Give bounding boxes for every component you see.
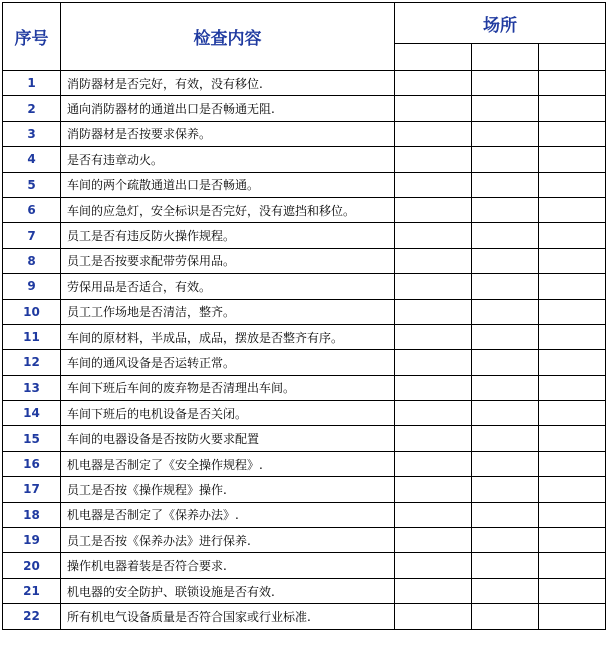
place-cell-3[interactable]: [539, 274, 606, 299]
place-cell-1[interactable]: [395, 274, 472, 299]
row-number: 16: [3, 451, 61, 476]
table-row: [3, 223, 606, 248]
row-number: 15: [3, 426, 61, 451]
row-number: 3: [3, 121, 61, 146]
place-column-2-header: [472, 44, 539, 71]
header-place: 场所: [395, 3, 606, 44]
table-row: [3, 121, 606, 146]
place-cell-3[interactable]: [539, 197, 606, 222]
place-cell-2[interactable]: [472, 172, 539, 197]
row-number: 11: [3, 324, 61, 349]
row-check-content: 机电器的安全防护、联锁设施是否有效.: [61, 578, 395, 603]
row-check-content: 员工是否按《保养办法》进行保养.: [61, 528, 395, 553]
row-check-content: 车间的电器设备是否按防火要求配置: [61, 426, 395, 451]
table-row: [3, 401, 606, 426]
row-number: 2: [3, 96, 61, 121]
place-cell-2[interactable]: [472, 299, 539, 324]
row-check-content: 员工工作场地是否清洁，整齐。: [61, 299, 395, 324]
row-number: 13: [3, 375, 61, 400]
place-cell-2[interactable]: [472, 223, 539, 248]
row-number: 21: [3, 578, 61, 603]
place-cell-1[interactable]: [395, 350, 472, 375]
place-cell-1[interactable]: [395, 401, 472, 426]
place-cell-3[interactable]: [539, 96, 606, 121]
place-cell-2[interactable]: [472, 197, 539, 222]
place-cell-2[interactable]: [472, 477, 539, 502]
place-cell-2[interactable]: [472, 401, 539, 426]
table-row: [3, 578, 606, 603]
place-cell-2[interactable]: [472, 147, 539, 172]
place-cell-3[interactable]: [539, 172, 606, 197]
place-cell-1[interactable]: [395, 147, 472, 172]
place-cell-3[interactable]: [539, 324, 606, 349]
place-cell-3[interactable]: [539, 350, 606, 375]
row-check-content: 劳保用品是否适合，有效。: [61, 274, 395, 299]
row-check-content: 机电器是否制定了《安全操作规程》.: [61, 451, 395, 476]
place-cell-2[interactable]: [472, 578, 539, 603]
row-number: 5: [3, 172, 61, 197]
place-cell-3[interactable]: [539, 604, 606, 629]
place-cell-1[interactable]: [395, 223, 472, 248]
row-number: 20: [3, 553, 61, 578]
row-number: 4: [3, 147, 61, 172]
place-cell-3[interactable]: [539, 223, 606, 248]
place-cell-1[interactable]: [395, 197, 472, 222]
place-cell-1[interactable]: [395, 172, 472, 197]
row-check-content: 员工是否有违反防火操作规程。: [61, 223, 395, 248]
table-row: [3, 528, 606, 553]
place-cell-2[interactable]: [472, 96, 539, 121]
place-cell-2[interactable]: [472, 324, 539, 349]
place-cell-3[interactable]: [539, 502, 606, 527]
row-number: 14: [3, 401, 61, 426]
table-row: [3, 96, 606, 121]
place-cell-1[interactable]: [395, 604, 472, 629]
table-row: [3, 477, 606, 502]
place-cell-1[interactable]: [395, 96, 472, 121]
place-cell-3[interactable]: [539, 71, 606, 96]
row-check-content: 操作机电器着装是否符合要求.: [61, 553, 395, 578]
place-cell-3[interactable]: [539, 121, 606, 146]
table-row: [3, 502, 606, 527]
row-check-content: 车间的原材料，半成品，成品，摆放是否整齐有序。: [61, 324, 395, 349]
place-cell-1[interactable]: [395, 502, 472, 527]
place-cell-1[interactable]: [395, 71, 472, 96]
place-cell-3[interactable]: [539, 299, 606, 324]
table-row: [3, 324, 606, 349]
place-cell-1[interactable]: [395, 451, 472, 476]
place-column-3-header: [539, 44, 606, 71]
place-cell-1[interactable]: [395, 477, 472, 502]
place-cell-1[interactable]: [395, 553, 472, 578]
place-cell-2[interactable]: [472, 426, 539, 451]
place-cell-1[interactable]: [395, 121, 472, 146]
row-check-content: 是否有违章动火。: [61, 147, 395, 172]
row-check-content: 车间下班后的电机设备是否关闭。: [61, 401, 395, 426]
table-row: [3, 451, 606, 476]
row-number: 22: [3, 604, 61, 629]
row-check-content: 机电器是否制定了《保养办法》.: [61, 502, 395, 527]
row-number: 6: [3, 197, 61, 222]
header-content: 检查内容: [61, 3, 395, 71]
row-check-content: 所有机电气设备质量是否符合国家或行业标准.: [61, 604, 395, 629]
place-cell-1[interactable]: [395, 528, 472, 553]
table-row: [3, 375, 606, 400]
place-cell-3[interactable]: [539, 401, 606, 426]
row-number: 7: [3, 223, 61, 248]
row-number: 19: [3, 528, 61, 553]
row-number: 12: [3, 350, 61, 375]
row-check-content: 员工是否按《操作规程》操作.: [61, 477, 395, 502]
table-row: [3, 299, 606, 324]
place-cell-2[interactable]: [472, 604, 539, 629]
place-cell-2[interactable]: [472, 71, 539, 96]
place-cell-1[interactable]: [395, 299, 472, 324]
row-check-content: 车间下班后车间的废弃物是否清理出车间。: [61, 375, 395, 400]
place-cell-2[interactable]: [472, 375, 539, 400]
row-number: 18: [3, 502, 61, 527]
place-cell-3[interactable]: [539, 426, 606, 451]
place-cell-2[interactable]: [472, 274, 539, 299]
place-cell-3[interactable]: [539, 248, 606, 273]
place-cell-2[interactable]: [472, 528, 539, 553]
place-cell-3[interactable]: [539, 147, 606, 172]
table-row: [3, 350, 606, 375]
place-cell-1[interactable]: [395, 578, 472, 603]
place-cell-2[interactable]: [472, 121, 539, 146]
table-row: [3, 274, 606, 299]
place-cell-1[interactable]: [395, 375, 472, 400]
place-column-1-header: [395, 44, 472, 71]
row-check-content: 通向消防器材的通道出口是否畅通无阻.: [61, 96, 395, 121]
row-number: 1: [3, 71, 61, 96]
table-row: [3, 248, 606, 273]
table-row: [3, 147, 606, 172]
row-number: 9: [3, 274, 61, 299]
inspection-checklist-table: [2, 2, 606, 630]
table-row: [3, 426, 606, 451]
row-number: 17: [3, 477, 61, 502]
row-number: 8: [3, 248, 61, 273]
place-cell-2[interactable]: [472, 553, 539, 578]
row-check-content: 车间的两个疏散通道出口是否畅通。: [61, 172, 395, 197]
table-row: [3, 604, 606, 629]
place-cell-3[interactable]: [539, 375, 606, 400]
table-row: [3, 553, 606, 578]
row-check-content: 消防器材是否完好，有效，没有移位.: [61, 71, 395, 96]
place-cell-1[interactable]: [395, 324, 472, 349]
table-row: [3, 172, 606, 197]
place-cell-2[interactable]: [472, 502, 539, 527]
table-row: [3, 71, 606, 96]
place-cell-2[interactable]: [472, 248, 539, 273]
place-cell-3[interactable]: [539, 477, 606, 502]
place-cell-2[interactable]: [472, 451, 539, 476]
table-row: [3, 197, 606, 222]
row-number: 10: [3, 299, 61, 324]
place-cell-1[interactable]: [395, 248, 472, 273]
place-cell-2[interactable]: [472, 350, 539, 375]
place-cell-3[interactable]: [539, 528, 606, 553]
row-check-content: 车间的通风设备是否运转正常。: [61, 350, 395, 375]
place-cell-1[interactable]: [395, 426, 472, 451]
row-check-content: 员工是否按要求配带劳保用品。: [61, 248, 395, 273]
row-check-content: 消防器材是否按要求保养。: [61, 121, 395, 146]
place-cell-3[interactable]: [539, 553, 606, 578]
place-cell-3[interactable]: [539, 451, 606, 476]
row-check-content: 车间的应急灯，安全标识是否完好，没有遮挡和移位。: [61, 197, 395, 222]
header-seq: 序号: [3, 3, 61, 71]
place-cell-3[interactable]: [539, 578, 606, 603]
